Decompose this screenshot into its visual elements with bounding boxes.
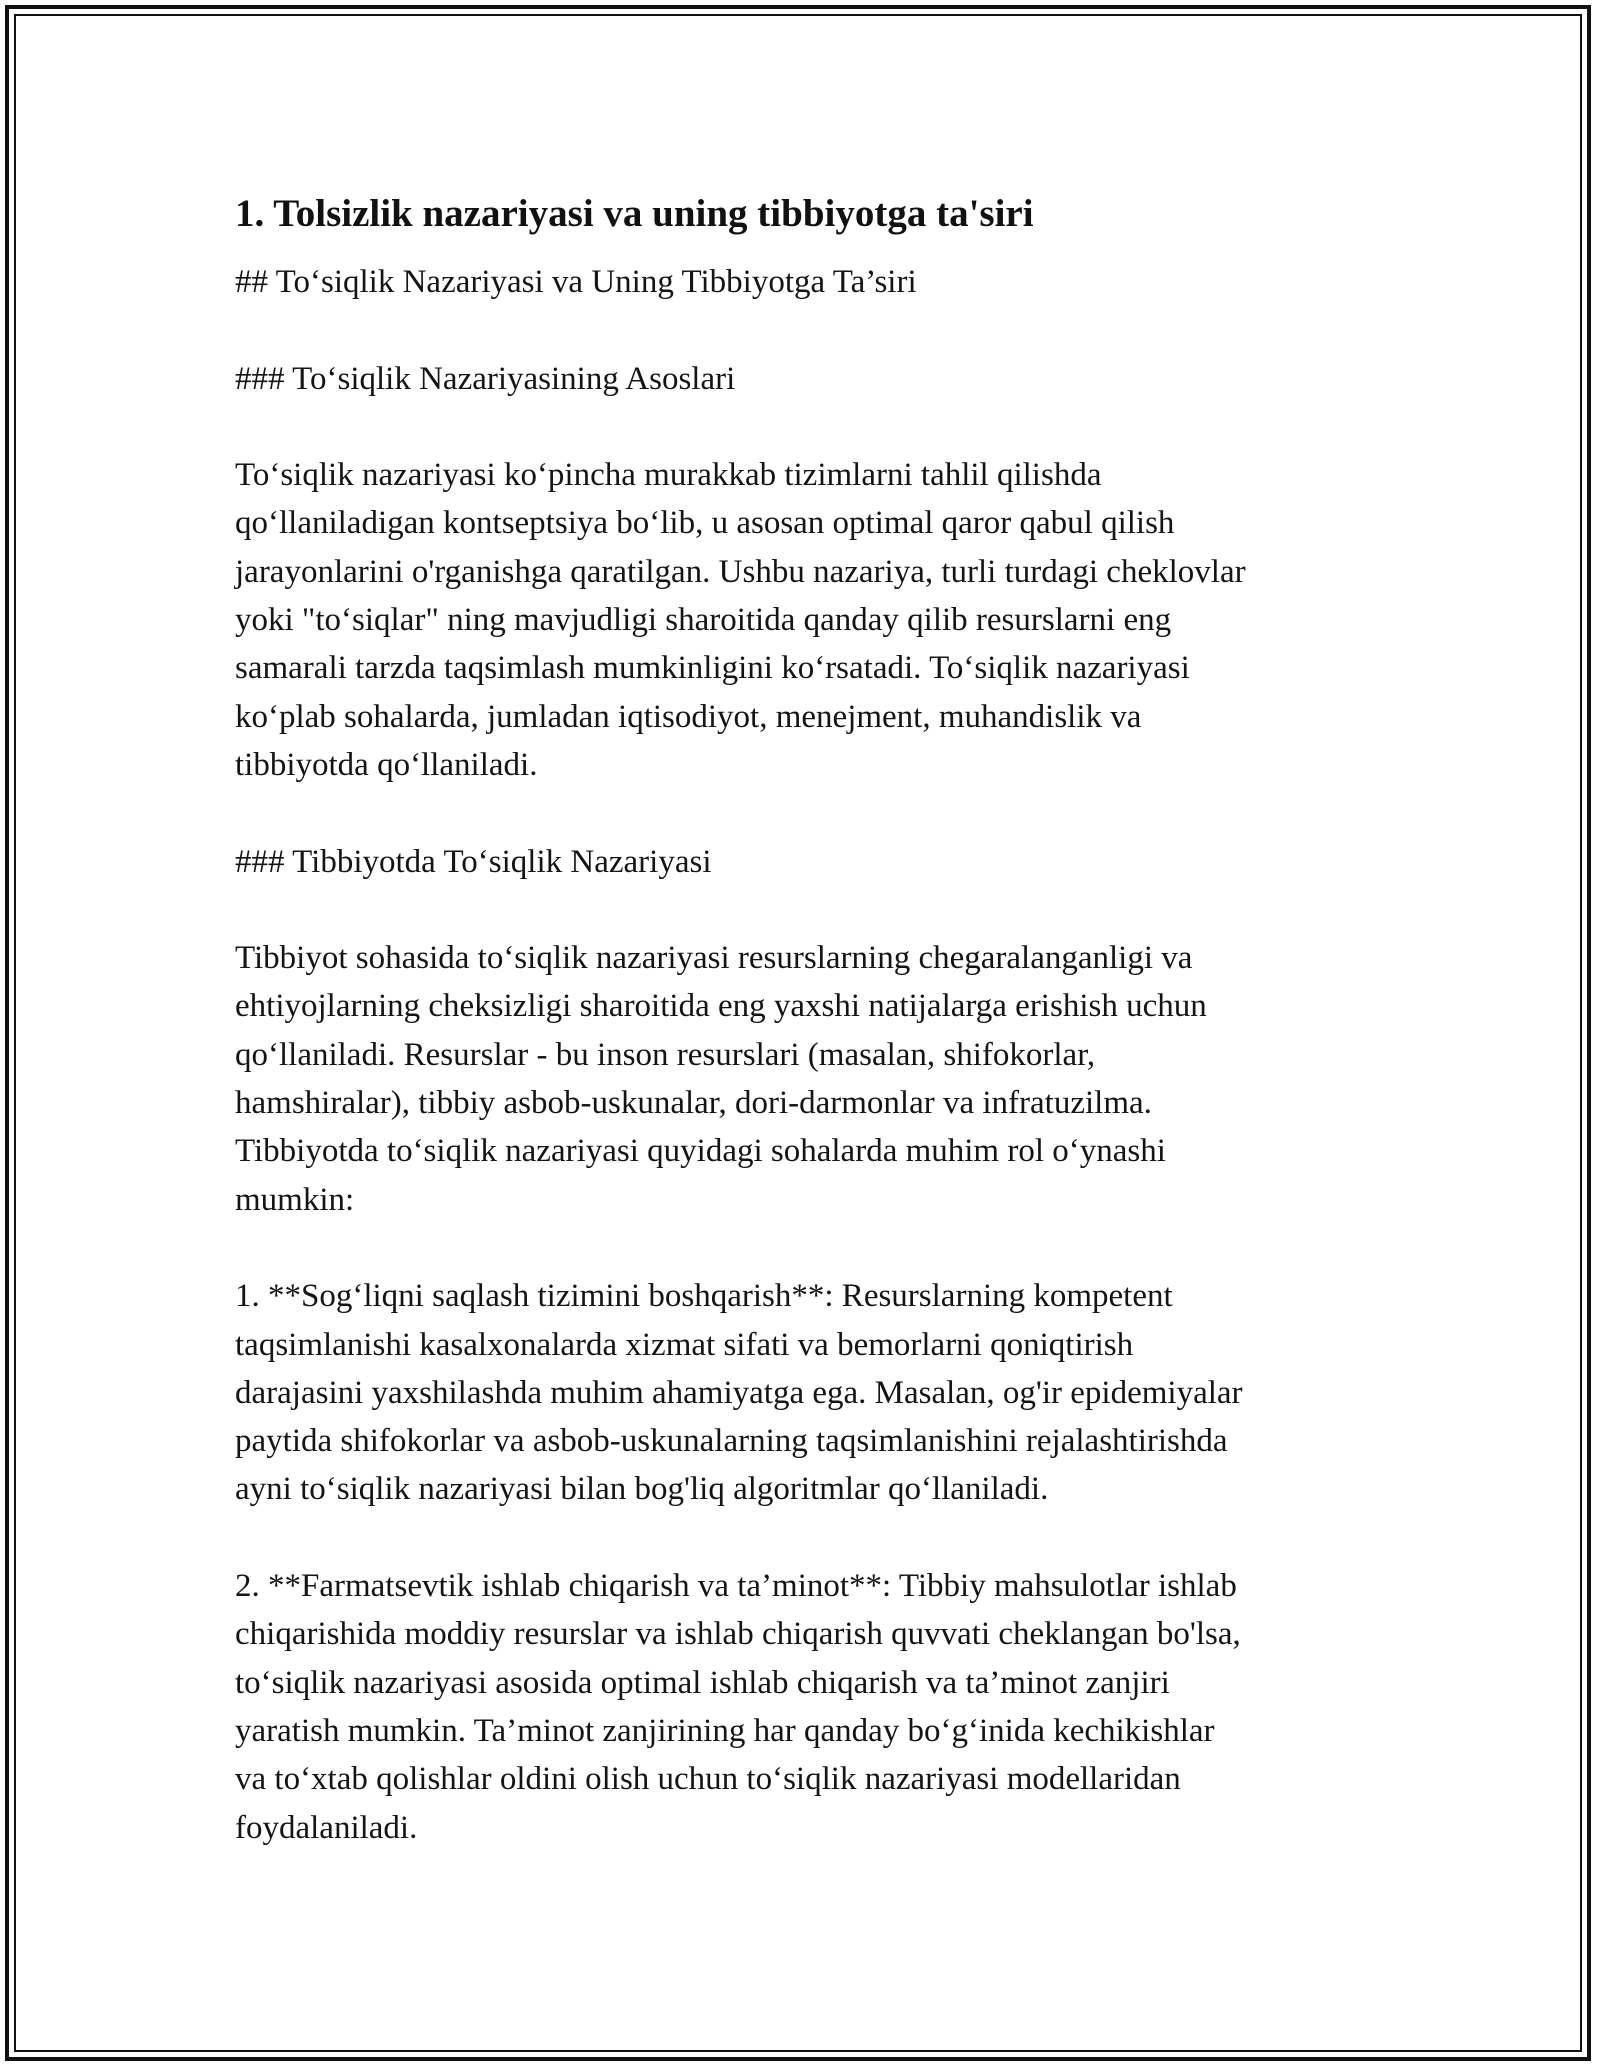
list-item (235, 1562, 1365, 1852)
text-line: darajasini yaxshilashda muhim ahamiyatga ega. Masalan, og'ir epidemiyalar (235, 1374, 1243, 1411)
section-heading (235, 258, 1365, 306)
text-line: 1. **Sog‘liqni saqlash tizimini boshqarish**: Resurslarning kompetent (235, 1278, 1173, 1315)
text-line: va to‘xtab qolishlar oldini olish uchun to‘siqlik nazariyasi modellaridan (235, 1761, 1181, 1798)
text-line: ehtiyojlarning cheksizligi sharoitida eng yaxshi natijalarga erishish uchun (235, 988, 1207, 1025)
text-line: ### To‘siqlik Nazariyasining Asoslari (235, 360, 736, 397)
text-line: hamshiralar), tibbiy asbob-uskunalar, dori-darmonlar va infratuzilma. (235, 1085, 1152, 1122)
text-line: 2. **Farmatsevtik ishlab chiqarish va ta’minot**: Tibbiy mahsulotlar ishlab (235, 1568, 1237, 1605)
text-line: ### Tibbiyotda To‘siqlik Nazariyasi (235, 843, 712, 880)
list-item (235, 1272, 1365, 1513)
text-line: yoki "to‘siqlar" ning mavjudligi sharoitida qanday qilib resurslarni eng (235, 602, 1172, 639)
text-line: paytida shifokorlar va asbob-uskunalarning taqsimlanishini rejalashtirishda (235, 1423, 1228, 1460)
text-line: tibbiyotda qo‘llaniladi. (235, 746, 538, 783)
subsection-heading (235, 838, 1365, 886)
subsection-heading (235, 355, 1365, 403)
text-line: Tibbiyotda to‘siqlik nazariyasi quyidagi sohalarda muhim rol o‘ynashi (235, 1133, 1166, 1170)
text-line: ko‘plab sohalarda, jumladan iqtisodiyot, menejment, muhandislik va (235, 698, 1142, 735)
document-title: 1. Tolsizlik nazariyasi va uning tibbiyotga ta'siri (235, 192, 1034, 235)
text-line: yaratish mumkin. Ta’minot zanjirining har qanday bo‘g‘inida kechikishlar (235, 1712, 1215, 1749)
text-line: chiqarishida moddiy resurslar va ishlab chiqarish quvvati cheklangan bo'lsa, (235, 1616, 1241, 1653)
text-line: foydalaniladi. (235, 1809, 418, 1846)
body-paragraph (235, 451, 1365, 789)
text-line: taqsimlanishi kasalxonalarda xizmat sifati va bemorlarni qoniqtirish (235, 1326, 1134, 1363)
text-line: to‘siqlik nazariyasi asosida optimal ishlab chiqarish va ta’minot zanjiri (235, 1664, 1170, 1701)
text-line: jarayonlarini o'rganishga qaratilgan. Ushbu nazariya, turli turdagi cheklovlar (235, 553, 1246, 590)
text-line: qo‘llaniladigan kontseptsiya bo‘lib, u asosan optimal qaror qabul qilish (235, 505, 1175, 542)
text-line: ## To‘siqlik Nazariyasi va Uning Tibbiyotga Ta’siri (235, 264, 917, 300)
text-line: mumkin: (235, 1181, 355, 1218)
text-line: samarali tarzda taqsimlash mumkinligini ko‘rsatadi. To‘siqlik nazariyasi (235, 650, 1190, 687)
text-line: Tibbiyot sohasida to‘siqlik nazariyasi resurslarning chegaralanganligi va (235, 940, 1193, 977)
text-line: ayni to‘siqlik nazariyasi bilan bog'liq algoritmlar qo‘llaniladi. (235, 1471, 1049, 1508)
text-line: qo‘llaniladi. Resurslar - bu inson resurslari (masalan, shifokorlar, (235, 1036, 1096, 1073)
text-line: To‘siqlik nazariyasi ko‘pincha murakkab tizimlarni tahlil qilishda (235, 457, 1102, 494)
document-body (235, 184, 1365, 1900)
body-paragraph (235, 934, 1365, 1224)
